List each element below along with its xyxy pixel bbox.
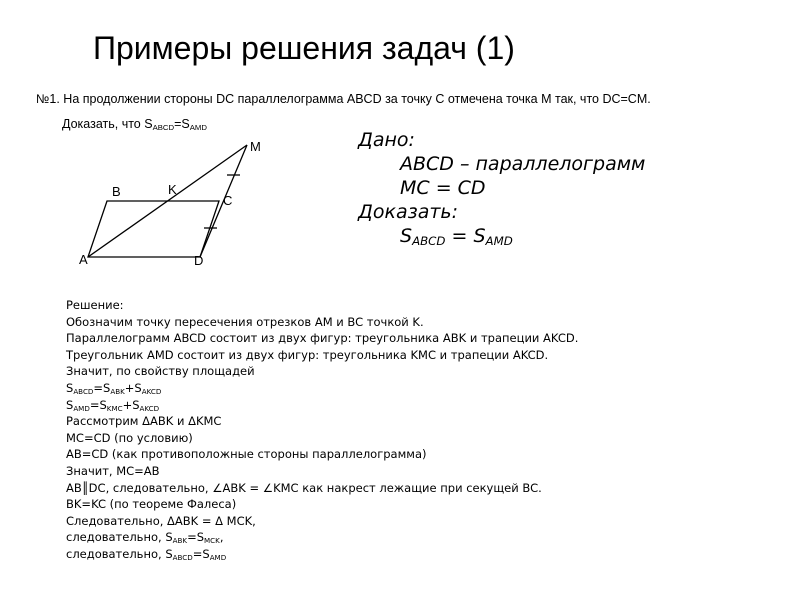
- given-block: [358, 128, 645, 248]
- formula-part: =S: [93, 380, 111, 395]
- page-title: Примеры решения задач (1): [93, 30, 515, 66]
- given-eq: = S: [445, 225, 486, 247]
- given-prove-formula: [358, 224, 645, 248]
- formula-sub: ABCD: [73, 386, 94, 396]
- solution-line: AB║DC, следовательно, ∠ABK = ∠KMC как накрест лежащие при секущей BC.: [66, 480, 542, 495]
- formula-sub: ABCD: [172, 552, 193, 562]
- formula-sub: KMC: [106, 403, 123, 413]
- prove-sub-amd: AMD: [189, 122, 207, 132]
- solution-formula-abcd: [66, 380, 578, 397]
- solution-line: Следовательно, ΔABK = Δ MCK,: [66, 513, 256, 528]
- prove-prefix: Доказать, что S: [62, 117, 153, 131]
- label-b: B: [112, 184, 121, 199]
- formula-sub: ABK: [110, 386, 125, 396]
- solution-formula-abk-mck: [66, 529, 578, 546]
- given-sub-abcd: ABCD: [412, 233, 446, 248]
- solution-line: Треугольник AMD состоит из двух фигур: треугольника KMC и трапеции AKCD.: [66, 347, 549, 362]
- prove-eq: =S: [174, 117, 190, 131]
- label-k: K: [168, 182, 177, 197]
- given-heading: Дано:: [358, 129, 415, 151]
- formula-part: S: [66, 397, 74, 412]
- formula-part: =S: [187, 530, 205, 545]
- label-d: D: [194, 253, 204, 268]
- label-m: M: [250, 139, 261, 154]
- label-a: A: [79, 252, 88, 267]
- solution-line: BK=KC (по теореме Фалеса): [66, 497, 237, 512]
- formula-part: следовательно, S: [66, 546, 173, 561]
- parallelogram-figure: [70, 130, 270, 270]
- solution-line: Рассмотрим ΔABK и ΔKMC: [66, 414, 222, 429]
- formula-part: ,: [219, 530, 224, 545]
- given-line-mc-cd: MC = CD: [400, 177, 486, 199]
- formula-sub: AMD: [209, 552, 227, 562]
- formula-sub: AKCD: [141, 386, 162, 396]
- given-prove-heading: Доказать:: [358, 201, 459, 223]
- solution-line: Значит, MC=AB: [66, 463, 160, 478]
- solution-block: [66, 297, 578, 563]
- problem-statement: №1. На продолжении стороны DC параллелограмма ABCD за точку С отмечена точка М так, что DC=CM.: [36, 92, 651, 106]
- formula-part: +S: [124, 380, 142, 395]
- solution-formula-amd: [66, 397, 578, 414]
- given-sub-amd: AMD: [485, 233, 513, 248]
- formula-part: S: [66, 380, 74, 395]
- formula-part: =S: [89, 397, 107, 412]
- solution-heading: Решение:: [66, 298, 124, 312]
- parallelogram-abcd: [88, 201, 219, 257]
- given-line-parallelogram: ABCD – параллелограмм: [400, 153, 646, 175]
- formula-sub: AKCD: [139, 403, 160, 413]
- prove-statement: [62, 117, 207, 131]
- formula-part: =S: [192, 546, 210, 561]
- solution-line: AB=CD (как противоположные стороны параллелограмма): [66, 447, 427, 462]
- solution-formula-conclusion: [66, 546, 578, 563]
- solution-line: Параллелограмм ABCD состоит из двух фигур: треугольника ABK и трапеции AKCD.: [66, 331, 579, 346]
- formula-sub: MCK: [204, 536, 220, 546]
- formula-sub: ABK: [172, 536, 188, 546]
- solution-line: Обозначим точку пересечения отрезков AM и BC точкой K.: [66, 314, 424, 329]
- solution-line: MC=CD (по условию): [66, 430, 193, 445]
- formula-part: следовательно, S: [66, 530, 173, 545]
- label-c: C: [223, 193, 233, 208]
- solution-line: Значит, по свойству площадей: [66, 364, 255, 379]
- given-s1: S: [400, 225, 413, 247]
- formula-sub: AMD: [73, 403, 90, 413]
- formula-part: +S: [122, 397, 140, 412]
- prove-sub-abcd: ABCD: [152, 122, 175, 132]
